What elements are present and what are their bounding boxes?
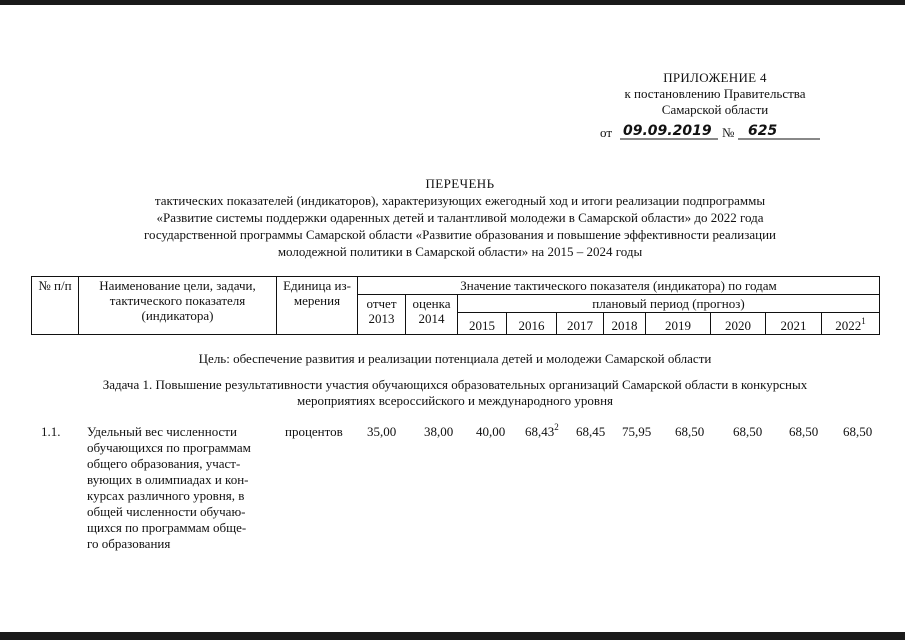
bottom-scan-border	[0, 632, 905, 640]
handwritten-number: 625	[748, 123, 778, 139]
value-2019: 68,50	[675, 424, 705, 439]
value-2018: 75,95	[622, 424, 652, 439]
header-report: отчет 2013	[358, 295, 406, 335]
task-line-2: мероприятиях всероссийского и международного уровня	[296, 393, 614, 408]
value-2013: 35,00	[367, 424, 397, 439]
goal-text: Цель: обеспечение развития и реализации потенциала детей и молодежи Самарской области	[198, 351, 712, 366]
handwritten-date: 09.09.2019	[623, 123, 712, 139]
header-year-2017: 2017	[557, 313, 604, 335]
header-name: Наименование цели, задачи, тактического показателя (индикатора)	[79, 277, 277, 335]
date-prefix: от	[600, 125, 613, 140]
value-2022: 68,50	[843, 424, 873, 439]
heading-line-1: тактических показателей (индикаторов), характеризующих ежегодный ход и итоги реализации подпрограммы	[154, 193, 766, 208]
header-year-2019: 2019	[646, 313, 711, 335]
value-2021: 68,50	[789, 424, 819, 439]
header-values: Значение тактического показателя (индикатора) по годам	[358, 277, 880, 295]
row-description: Удельный вес численности обучающихся по программам общего образования, участ- вующих в олимпиадах и кон- курсах различного уровня, в общей численности обучаю- щихся по программам обще- го образования	[87, 424, 251, 551]
task-line-1: Задача 1. Повышение результативности участия обучающихся образовательных организаций Самарской области в конкурсных	[102, 377, 808, 392]
number-sign: №	[722, 125, 735, 140]
value-2015: 40,00	[476, 424, 506, 439]
header-year-2022: 2022$^1$	[822, 313, 880, 335]
header-year-2015: 2015	[458, 313, 507, 335]
footnote-marker: 1	[861, 316, 866, 326]
appendix-block	[600, 70, 830, 142]
indicator-table-header	[31, 276, 880, 335]
header-num: № п/п	[32, 277, 79, 335]
document-title: ПЕРЕЧЕНЬ	[425, 176, 495, 191]
header-year-2018: 2018	[604, 313, 646, 335]
header-estimate: оценка 2014	[406, 295, 458, 335]
header-year-2021: 2021	[766, 313, 822, 335]
value-2014: 38,00	[424, 424, 454, 439]
row-number: 1.1.	[41, 424, 61, 439]
appendix-line-2: Самарской области	[661, 102, 769, 117]
handwritten-date-number	[600, 120, 830, 144]
heading-line-3: государственной программы Самарской области «Развитие образования и повышение эффективности реализации	[144, 227, 776, 242]
value-2016: 68,43$^2$	[525, 422, 559, 439]
heading-line-2: «Развитие системы поддержки одаренных детей и талантливой молодежи в Самарской области» до 2022 года	[156, 210, 764, 225]
signature-line	[600, 120, 830, 142]
top-scan-border	[0, 0, 905, 5]
value-2020: 68,50	[733, 424, 763, 439]
appendix-title: ПРИЛОЖЕНИЕ 4	[663, 70, 767, 85]
header-year-2016: 2016	[507, 313, 557, 335]
header-unit: Единица из-мерения	[277, 277, 358, 335]
row-unit: процентов	[285, 424, 343, 439]
task-block	[40, 377, 870, 409]
document-heading	[60, 175, 860, 260]
appendix-line-1: к постановлению Правительства	[624, 86, 806, 101]
heading-line-4: молодежной политики в Самарской области» на 2015 – 2024 годы	[277, 244, 643, 259]
header-plan-period: плановый период (прогноз)	[458, 295, 880, 313]
value-2017: 68,45	[576, 424, 606, 439]
header-year-2020: 2020	[711, 313, 766, 335]
